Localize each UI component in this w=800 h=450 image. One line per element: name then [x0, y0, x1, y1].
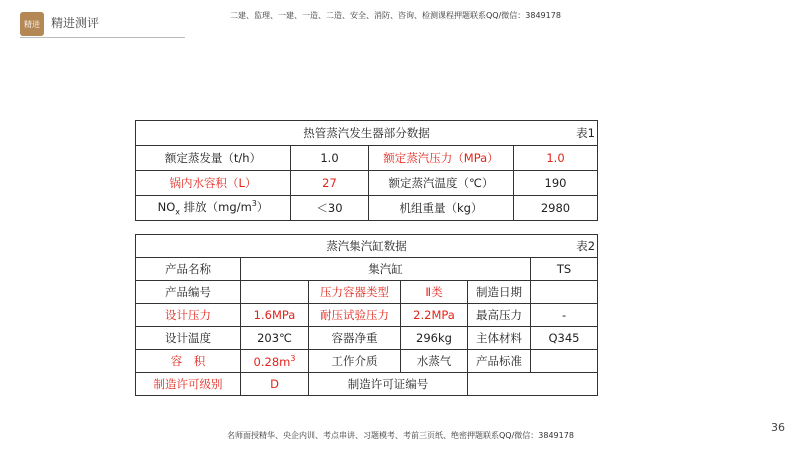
table-cell: 锅内水容积（L）: [136, 171, 291, 196]
table-cell: 容器净重: [309, 327, 401, 350]
table-steam-generator: [135, 120, 598, 221]
table-cell: 制造许可证编号: [309, 373, 468, 396]
table-cell: Ⅱ类: [401, 281, 468, 304]
table-cell: 产品标准: [468, 350, 531, 373]
table-row: [136, 281, 598, 304]
table-cell: 耐压试验压力: [309, 304, 401, 327]
table-cell: 1.0: [291, 146, 369, 171]
table-row: [136, 258, 598, 281]
table-cell: 设计温度: [136, 327, 241, 350]
section-title: 精进测评: [51, 16, 100, 30]
table-row: [136, 146, 598, 171]
table1-caption: [136, 121, 598, 146]
table-row: [136, 196, 598, 221]
table-cell: 集汽缸: [241, 258, 531, 281]
header-divider: [20, 37, 185, 38]
table-cell: 203℃: [241, 327, 309, 350]
table-steam-header: [135, 234, 598, 396]
table-cell: 27: [291, 171, 369, 196]
table-cell: 296kg: [401, 327, 468, 350]
table2-title: 蒸汽集汽缸数据: [326, 239, 407, 253]
table-cell: 1.6MPa: [241, 304, 309, 327]
table-cell: 水蒸气: [401, 350, 468, 373]
table-cell: TS: [531, 258, 598, 281]
table-cell: 额定蒸汽温度（℃）: [369, 171, 514, 196]
table-cell: 额定蒸发量（t/h）: [136, 146, 291, 171]
table2-label: 表2: [576, 239, 596, 253]
table-cell: 最高压力: [468, 304, 531, 327]
brand-logo: [20, 12, 44, 36]
table-row: [136, 171, 598, 196]
table1-title: 热管蒸汽发生器部分数据: [303, 126, 430, 140]
table-row: [136, 350, 598, 373]
table-cell: 制造日期: [468, 281, 531, 304]
nox-label-cell: $NO_x$ 排放$(mg/m^3)$: [136, 196, 291, 221]
table-cell: 容 积: [136, 350, 241, 373]
table-cell: 2.2MPa: [401, 304, 468, 327]
table-cell: 产品编号: [136, 281, 241, 304]
table-cell: [531, 281, 598, 304]
table1-label: 表1: [576, 126, 595, 140]
table-cell: 190: [514, 171, 598, 196]
table-row: [136, 327, 598, 350]
table-cell: 制造许可级别: [136, 373, 241, 396]
table-cell: 压力容器类型: [309, 281, 401, 304]
table-cell: 额定蒸汽压力（MPa）: [369, 146, 514, 171]
header-contact-note: 二建、监理、一建、一造、二造、安全、消防、咨询、检测课程押题联系QQ/微信：3849178: [230, 11, 561, 20]
table-cell: 机组重量（kg）: [369, 196, 514, 221]
table-row: [136, 304, 598, 327]
table-cell: 2980: [514, 196, 598, 221]
table-caption-row: [136, 121, 598, 146]
table-row: [136, 373, 598, 396]
table-cell: 主体材料: [468, 327, 531, 350]
table-cell: Q345: [531, 327, 598, 350]
table-cell: 产品名称: [136, 258, 241, 281]
table-cell: [241, 281, 309, 304]
table-cell: D: [241, 373, 309, 396]
table-cell: ＜30: [291, 196, 369, 221]
table-cell: 设计压力: [136, 304, 241, 327]
table-cell: 工作介质: [309, 350, 401, 373]
logo-text: 精进: [24, 19, 40, 29]
footer-contact-note: 名师面授精华、央企内训、考点串讲、习题模考、考前三页纸、绝密押题联系QQ/微信：3849178: [227, 431, 574, 440]
table2-caption: [136, 235, 598, 258]
table-cell: 1.0: [514, 146, 598, 171]
page-number: 36: [771, 421, 785, 434]
table-cell: -: [531, 304, 598, 327]
volume-value-cell: $0.28m^3$: [241, 350, 309, 373]
table-cell: [531, 350, 598, 373]
table-caption-row: [136, 235, 598, 258]
table-cell: [468, 373, 598, 396]
